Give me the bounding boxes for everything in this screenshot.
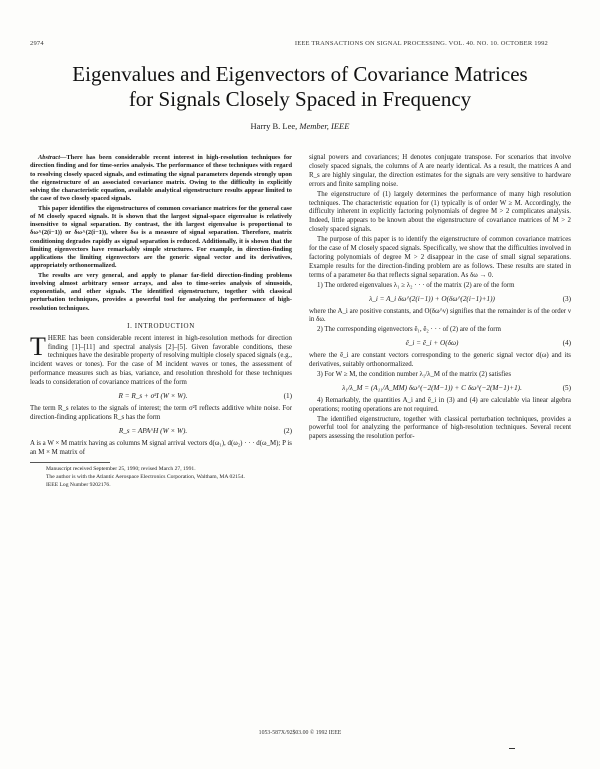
intro-paragraph-1: THERE has been considerable recent interest in high-resolution methods for direction finding [1]–[11] and spectral analysis [2]–[5]. Given favorable conditions, these techniques have the desirable property of resolving multiple closely spaced signals (e.g., incident waves or tones). For the case of M incident waves or tones, the assessment of performance measures such as bias, variance, and resolution threshold for these techniques leads to consideration of covariance matrices of the form (30, 331, 292, 387)
abstract-label: Abstract— (38, 154, 67, 161)
equation-4: ê_i = ē_i + O(δω) (4) (405, 339, 571, 348)
right-paragraph-4: where the ē_i are constant vectors corresponding to the generic signal vector d(ω) and its derivatives, suitably orthonormalized. (309, 352, 571, 369)
equation-3: λ_i = A_i δω^(2(i−1)) + O(δω^(2(i−1)+1)) (3) (369, 294, 571, 303)
author-name: Harry B. Lee, (250, 121, 298, 131)
paper-title (40, 62, 560, 112)
left-column (30, 154, 292, 490)
abstract-paragraph-1: Abstract—There has been considerable recent interest in high-resolution techniques for direction finding and for time-series analysis. The performance of these techniques with regard to resolving closely spaced signals, and estimating the signal parameters depends strongly upon the eigenstructure of an associated covariance matrix. Owing to the difficulty in explicitly solving the characteristic equation, available analytical eigenstructure results appear limited to the case of two closely spaced signals. (30, 154, 292, 203)
intro-paragraph-3: A is a W × M matrix having as columns M signal arrival vectors d(ω₁), d(ω₂) · · · d(ω_M); P is an M × M matrix of (30, 439, 292, 456)
footnote-log-number: IEEE Log Number 9202176. (46, 481, 111, 488)
page-number: 2974 (30, 40, 44, 47)
equation-number: (3) (562, 294, 571, 303)
footnote-received: Manuscript received September 25, 1990; revised March 27, 1991. (46, 465, 196, 472)
author-membership: Member, IEEE (299, 121, 350, 131)
right-column (309, 154, 571, 443)
copyright-line: 1053-587X/92$03.00 © 1992 IEEE (258, 730, 342, 736)
result-item-3: 3) For W ≥ M, the condition number λ₁/λ_M of the matrix (2) satisfies (317, 370, 512, 378)
equation-5: λ₁/λ_M = (A₁₁/A_MM) δω^(−2(M−1)) + C δω^(−2(M−1)+1). (5) (342, 383, 571, 392)
title-line-1: Eigenvalues and Eigenvectors of Covariance Matrices (72, 62, 528, 86)
margin-mark (509, 748, 515, 749)
right-paragraph-3: where the A_i are positive constants, and O(δω^ν) signifies that the remainder is of the order ν in δω. (309, 307, 571, 324)
result-item-1: 1) The ordered eigenvalues λ₁ ≥ λ₂ · · · of the matrix (2) are of the form (317, 281, 515, 289)
journal-header: IEEE TRANSACTIONS ON SIGNAL PROCESSING. VOL. 40. NO. 10. OCTOBER 1992 (294, 40, 548, 47)
equation-1: R = R_s + σ²I (W × W). (1) (118, 392, 292, 401)
right-paragraph-2: The purpose of this paper is to identify the eigenstructure of common covariance matrices for the case of M closely spaced signals. Specifically, we show that the difficulties involved in factoring polynomials of degree M > 2 disappear in the case of small signal separations. Example results for the direction-finding problem are as follows. These results are stated in terms of a parameter δω that reflects signal separation. As δω → 0. (309, 236, 571, 279)
abstract (30, 154, 292, 313)
title-line-2: for Signals Closely Spaced in Frequency (128, 87, 472, 111)
right-paragraph-0: signal powers and covariances; H denotes conjugate transpose. For scenarios that involve closely spaced signals, the columns of A are nearly identical. As a result, the matrices A and R_s are highly singular, the direction estimates for the signals are very sensitive to hardware errors and finite sampling noise. (309, 154, 571, 188)
section-heading-introduction: I. INTRODUCTION (127, 321, 195, 330)
abstract-paragraph-3: The results are very general, and apply to planar far-field direction-finding problems involving almost arbitrary sensor arrays, and also to time-series analysis of sinusoids, exponentials, and other signals. The identified eigenstructure, together with classical perturbation techniques, provides a powerful tool for analyzing the performance of high-resolution techniques. (30, 271, 292, 312)
equation-2: R_s = APA^H (W × W). (2) (118, 426, 292, 435)
right-paragraph-5: The identified eigenstructure, together with classical perturbation techniques, provides a powerful tool for analyzing the performance of high-resolution techniques. Several recent papers assessing the resolution perfor- (309, 415, 571, 441)
equation-number: (5) (562, 383, 571, 392)
result-item-4: 4) Remarkably, the quantities A_i and ē_i in (3) and (4) are calculable via linear algebra operations; rooting operations are not required. (309, 396, 571, 413)
footnote-affiliation: The author is with the Atlantic Aerospace Electronics Corporation, Waltham, MA 02154. (46, 473, 245, 480)
equation-number: (1) (283, 392, 292, 401)
result-item-2: 2) The corresponding eigenvectors ê₁, ê₂ · · · of (2) are of the form (317, 326, 501, 334)
author-line (0, 121, 600, 131)
abstract-paragraph-2: This paper identifies the eigenstructures of common covariance matrices for the general case of M closely spaced signals. It is shown that the largest signal-space eigenvalue is relatively insensitive to signal separation. By contrast, the ith largest eigenvalue is proportional to δω^(2(i−1)) or δω^(2(i−1)), where δω is a measure of signal separation. Therefore, matrix conditioning degrades rapidly as signal separation is reduced. Additionally, it is shown that the limiting eigenvectors have remarkably simple structures. For example, in direction-finding applications the limiting eigenvectors are the generic signal vector and its derivatives, appropriately orthonormalized. (30, 204, 292, 270)
intro-paragraph-2: The term R_s relates to the signals of interest; the term σ²I reflects additive white noise. For direction-finding applications R_s has the form (30, 405, 292, 421)
equation-number: (4) (562, 339, 571, 348)
right-paragraph-1: The eigenstructure of (1) largely determines the performance of many high resolution techniques. The characteristic equation for (1) typically is of order W ≥ M. Accordingly, the difficulty inherent in explicitly factoring polynomials of degree M > 2 complicates analysis. Indeed, little appears to be known about the eigenstructure of covariance matrices of M > 2 closely spaced signals. (309, 190, 571, 234)
drop-cap: T (30, 331, 46, 361)
equation-number: (2) (283, 426, 292, 435)
